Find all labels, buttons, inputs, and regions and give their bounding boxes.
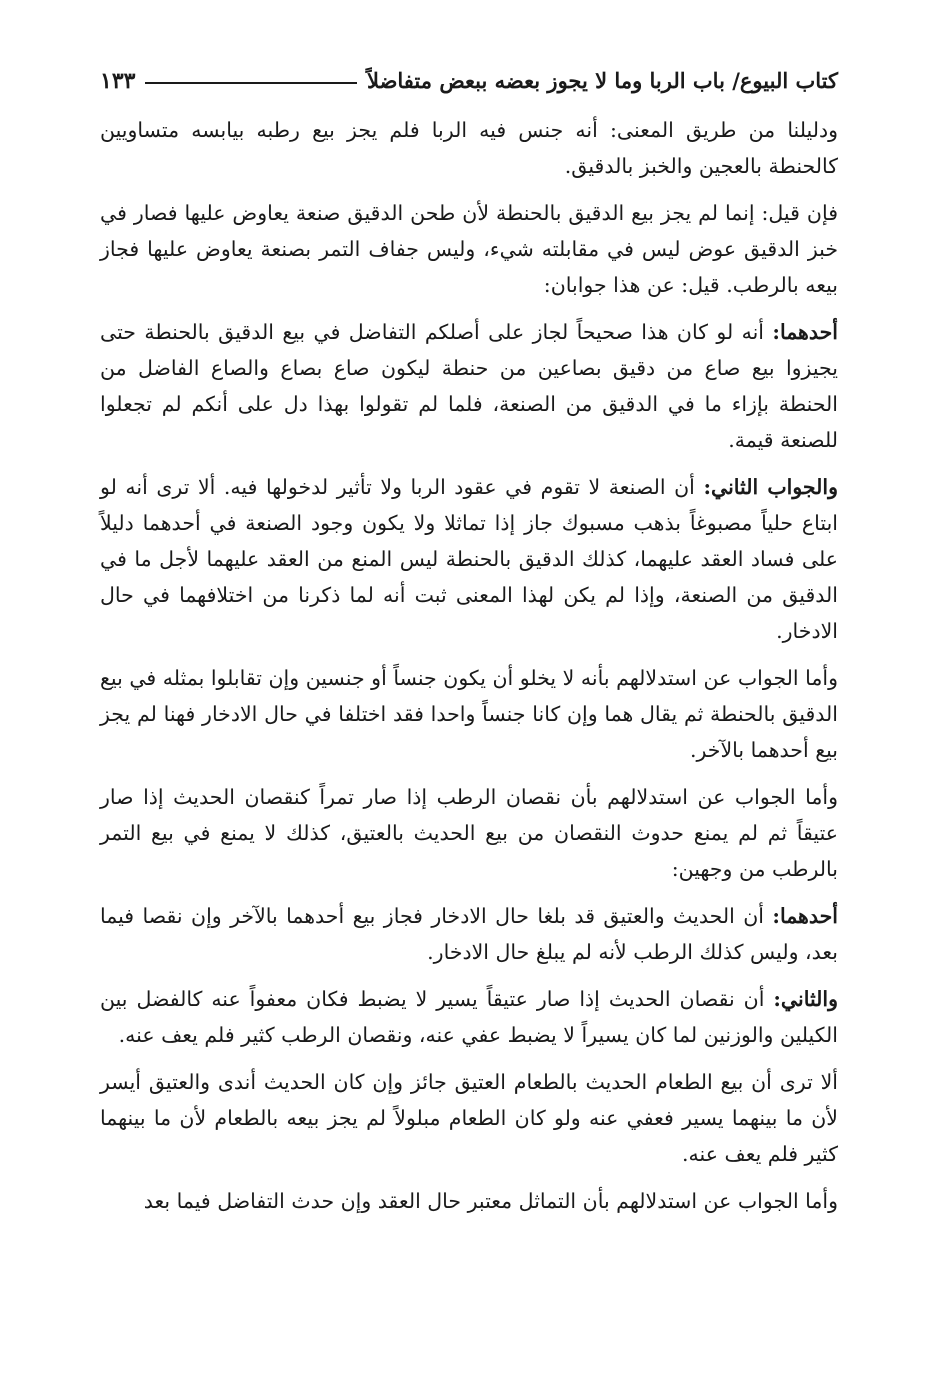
- paragraph-1: ودليلنا من طريق المعنى: أنه جنس فيه الربا فلم يجز بيع رطبه بيابسه متساويين كالحنطة بالعجين والخبز بالدقيق.: [100, 118, 838, 178]
- paragraph-4: والجواب الثاني: أن الصنعة لا تقوم في عقود الربا ولا تأثير لدخولها فيه. ألا ترى أنه لو ابتاع حلياً مصبوغاً بذهب مسبوك جاز إذا تماثلا ولا يكون وجود الصنعة في أحدهما دليلاً على فساد العقد عليهما، كذلك الدقيق بالحنطة ليس المنع من العقد عليهما لأجل ما في الدقيق من الصنعة، وإذا لم يكن لهذا المعنى ثبت أنه لما ذكرنا من اختلافهما في حال الادخار.: [100, 475, 839, 643]
- page-number: ١٣٣: [100, 68, 136, 94]
- paragraph-5: وأما الجواب عن استدلالهم بأنه لا يخلو أن يكون جنساً أو جنسين وإن تقابلوا بمثله في بيع الدقيق بالحنطة ثم يقال هما وإن كانا جنساً واحدا فقد اختلفا في حال الادخار فهنا لم يجز بيع أحدهما بالآخر.: [100, 666, 838, 762]
- paragraph-lead: أحدهما:: [772, 320, 838, 344]
- header-rule: [145, 82, 357, 84]
- paragraph-3: أحدهما: أنه لو كان هذا صحيحاً لجاز على أصلكم التفاضل في بيع الدقيق بالحنطة حتى يجيزوا بيع صاع من دقيق بصاعين من حنطة ليكون صاع بصاع والصاع الفاضل من الحنطة بإزاء ما في الدقيق من الصنعة، فلما لم تقولوا بهذا دل على أنكم لم تجعلوا للصنعة قيمة.: [100, 320, 838, 452]
- paragraph-9: ألا ترى أن بيع الطعام الحديث بالطعام العتيق جائز وإن كان الحديث أندى والعتيق أيسر لأن ما بينهما يسير فعفي عنه ولو كان الطعام مبلولاً لم يجز بيعه بالطعام لأن ما بينهما كثير فلم يعف عنه.: [100, 1070, 838, 1166]
- paragraph-lead: والجواب الثاني:: [703, 475, 839, 499]
- page-body: [100, 112, 838, 1230]
- paragraph-lead: والثاني:: [773, 987, 838, 1011]
- paragraph-6: وأما الجواب عن استدلالهم بأن نقصان الرطب إذا صار تمراً كنقصان الحديث إذا صار عتيقاً ثم لم يمنع حدوث النقصان من بيع الحديث بالعتيق، كذلك لا يمنع في بيع التمر بالرطب من وجهين:: [100, 785, 838, 881]
- paragraph-7: أحدهما: أن الحديث والعتيق قد بلغا حال الادخار فجاز بيع أحدهما بالآخر وإن نقصا فيما بعد، وليس كذلك الرطب لأنه لم يبلغ حال الادخار.: [100, 904, 838, 964]
- page-header: [100, 52, 838, 96]
- paragraph-10: وأما الجواب عن استدلالهم بأن التماثل معتبر حال العقد وإن حدث التفاضل فيما بعد: [143, 1189, 838, 1213]
- paragraph-2: فإن قيل: إنما لم يجز بيع الدقيق بالحنطة لأن طحن الدقيق صنعة يعاوض عليها فصار في خبز الدقيق عوض ليس في مقابلته شيء، وليس جفاف التمر بصنعة يعاوض عليها فجاز بيعه بالرطب. قيل: عن هذا جوابان:: [100, 201, 838, 297]
- running-title: كتاب البيوع/ باب الربا وما لا يجوز بعضه ببعض متفاضلاً: [367, 68, 838, 93]
- paragraph-lead: أحدهما:: [772, 904, 838, 928]
- paragraph-8: والثاني: أن نقصان الحديث إذا صار عتيقاً يسير لا يضبط فكان معفواً عنه كالفضل بين الكيلين والوزنين لما كان يسيراً لا يضبط عفي عنه، ونقصان الرطب كثير فلم يعف عنه.: [100, 987, 838, 1047]
